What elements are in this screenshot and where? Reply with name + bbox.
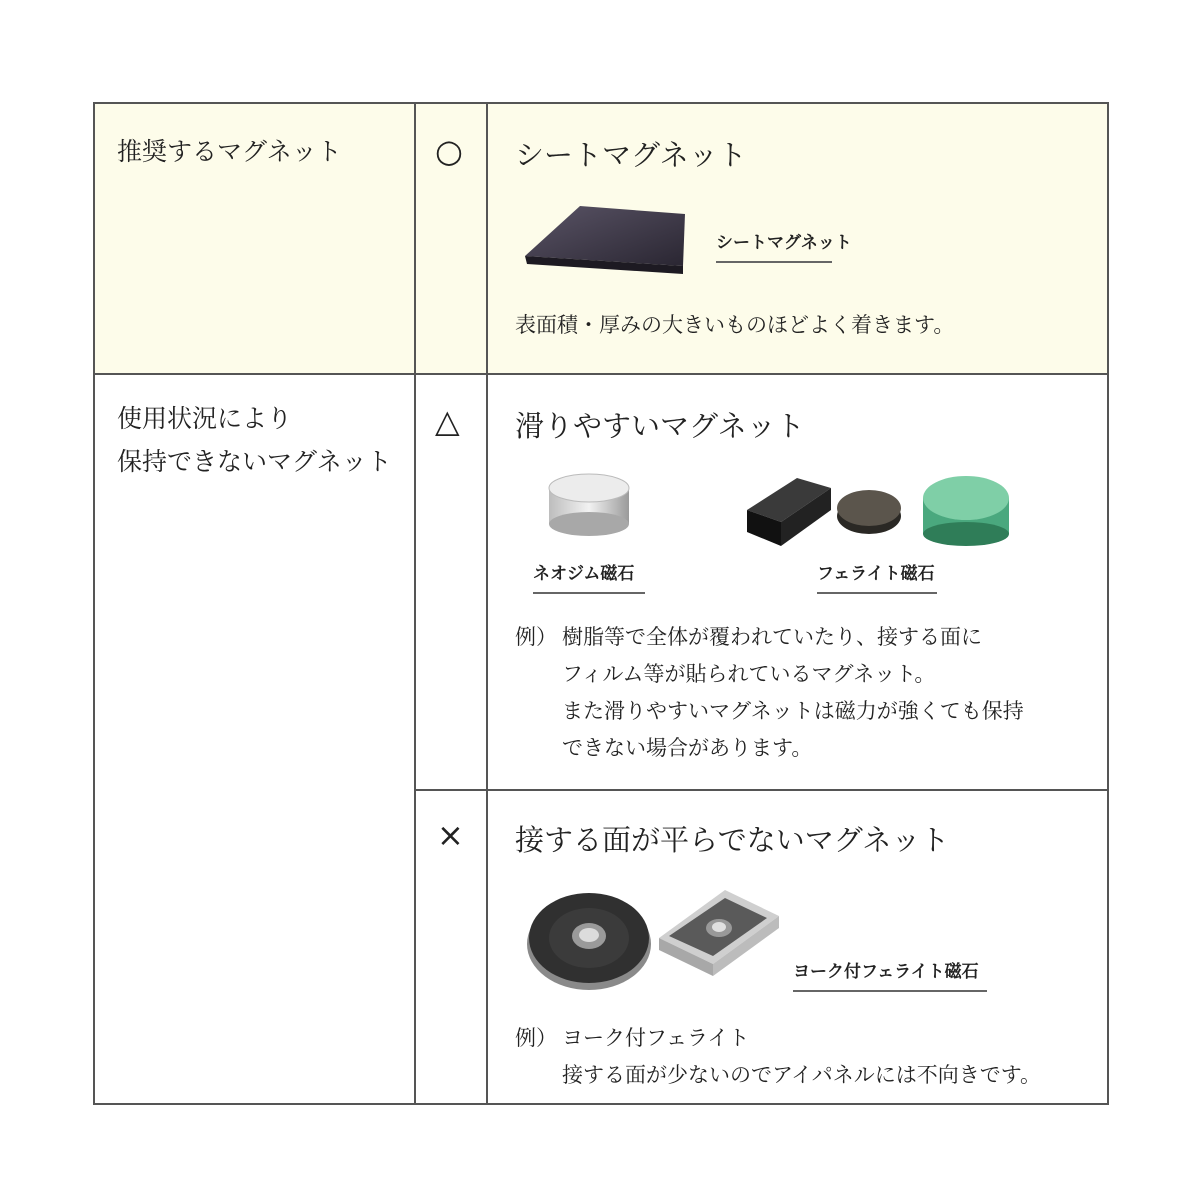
- column-divider-1: [414, 104, 416, 1103]
- note-slippery-line-4: できない場合があります。: [562, 736, 813, 760]
- note-prefix-slippery: 例）: [515, 625, 557, 649]
- category-conditional-line-2: 保持できないマグネット: [117, 447, 392, 476]
- circle-symbol: ○: [435, 132, 463, 170]
- heading-nonflat-magnet: 接する面が平らでないマグネット: [515, 823, 950, 857]
- magnet-compatibility-table: [93, 102, 1109, 1105]
- yoke-ferrite-magnet-image: [525, 882, 781, 994]
- note-nonflat-line-2: 接する面が少ないのでアイパネルには不向きです。: [562, 1063, 1042, 1087]
- row-divider-2: [416, 789, 1107, 791]
- ferrite-magnets-image: [743, 470, 1015, 550]
- column-divider-2: [486, 104, 488, 1103]
- heading-sheet-magnet: シートマグネット: [515, 138, 747, 172]
- sheet-magnet-image: [525, 204, 690, 284]
- category-conditional-line-1: 使用状況により: [117, 404, 293, 433]
- note-slippery-line-2: フィルム等が貼られているマグネット。: [562, 662, 936, 686]
- cross-symbol: ×: [437, 816, 464, 854]
- heading-slippery-magnet: 滑りやすいマグネット: [515, 409, 805, 443]
- note-nonflat-line-1: ヨーク付フェライト: [562, 1026, 750, 1050]
- neodymium-magnet-image: [545, 468, 635, 540]
- caption-sheet-magnet: シートマグネット: [716, 228, 832, 263]
- caption-yoke-ferrite: ヨーク付フェライト磁石: [793, 957, 987, 992]
- caption-neodymium: ネオジム磁石: [533, 559, 645, 594]
- triangle-symbol: △: [435, 402, 460, 440]
- note-sheet-magnet: 表面積・厚みの大きいものほどよく着きます。: [515, 313, 955, 337]
- note-slippery-line-1: 樹脂等で全体が覆われていたり、接する面に: [562, 625, 982, 649]
- note-slippery-line-3: また滑りやすいマグネットは磁力が強くても保持: [562, 699, 1024, 723]
- category-recommended: 推奨するマグネット: [117, 137, 342, 166]
- caption-ferrite: フェライト磁石: [817, 559, 937, 594]
- note-prefix-nonflat: 例）: [515, 1026, 557, 1050]
